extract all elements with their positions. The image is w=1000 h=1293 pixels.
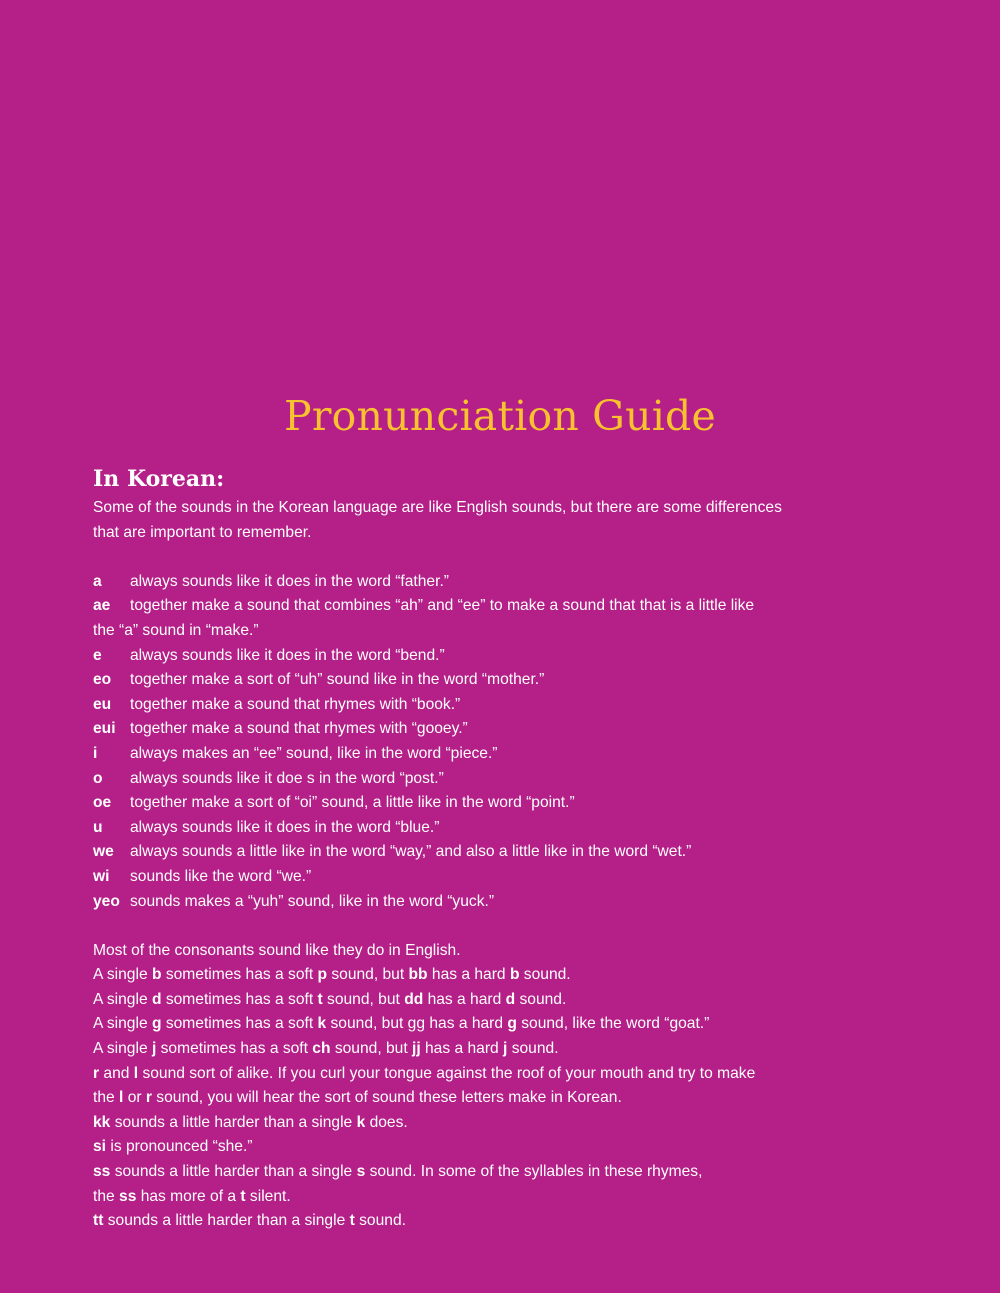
intro-line-1: Some of the sounds in the Korean language are like English sounds, but there are some differences	[93, 499, 782, 516]
consonant-b-line: A single b sometimes has a soft p sound, but bb has a hard b sound.	[93, 966, 571, 984]
vowel-key: ae	[93, 597, 111, 615]
vowel-key: e	[93, 646, 102, 664]
consonant-j-line: A single j sometimes has a soft ch sound, but jj has a hard j sound.	[93, 1040, 559, 1058]
vowel-row	[93, 570, 833, 595]
vowel-row	[93, 767, 833, 792]
intro-line-2: that are important to remember.	[93, 523, 312, 541]
vowel-text: always makes an “ee” sound, like in the word “piece.”	[130, 744, 498, 762]
vowel-row	[93, 668, 833, 693]
vowel-key: a	[93, 572, 102, 590]
vowel-row	[93, 865, 833, 890]
spacer	[93, 545, 833, 570]
vowel-text: sounds makes a “yuh” sound, like in the word “yuck.”	[130, 892, 495, 910]
vowel-key: eu	[93, 695, 112, 713]
vowel-text: sounds like the word “we.”	[130, 867, 312, 885]
vowel-key: yeo	[93, 892, 120, 910]
consonant-d-line: A single d sometimes has a soft t sound, but dd has a hard d sound.	[93, 990, 567, 1008]
page-title: Pronunciation Guide	[284, 392, 716, 440]
vowel-row	[93, 791, 833, 816]
vowel-row	[93, 816, 833, 841]
vowel-key: i	[93, 744, 98, 762]
spacer	[93, 914, 833, 939]
vowel-list	[93, 570, 833, 914]
vowel-row	[93, 693, 833, 718]
vowel-key: o	[93, 769, 103, 787]
vowel-row	[93, 840, 833, 865]
consonant-rl-line-2: the l or r sound, you will hear the sort of sound these letters make in Korean.	[93, 1089, 622, 1107]
consonant-ss-line-2: the ss has more of a t silent.	[93, 1187, 291, 1205]
consonant-si-line: si is pronounced “she.”	[93, 1138, 253, 1156]
vowel-row	[93, 594, 833, 619]
vowel-text: always sounds like it doe s in the word “post.”	[130, 769, 444, 787]
vowel-text: together make a sound that rhymes with “book.”	[130, 695, 461, 713]
vowel-key: oe	[93, 794, 112, 812]
vowel-text: always sounds like it does in the word “bend.”	[130, 646, 445, 664]
consonant-kk-line: kk sounds a little harder than a single k does.	[93, 1113, 408, 1131]
consonant-ss-line: ss sounds a little harder than a single s sound. In some of the syllables in these rhymes,	[93, 1163, 703, 1181]
guide-content	[93, 496, 833, 1234]
vowel-row	[93, 717, 833, 742]
vowel-row	[93, 742, 833, 767]
vowel-text: together make a sort of “uh” sound like in the word “mother.”	[130, 671, 545, 689]
vowel-key: eui	[93, 720, 116, 738]
vowel-key: wi	[93, 867, 110, 885]
vowel-text: together make a sound that combines “ah” and “ee” to make a sound that that is a little like	[130, 597, 755, 615]
vowel-text: always sounds a little like in the word “way,” and also a little like in the word “wet.”	[130, 843, 692, 861]
vowel-row	[93, 644, 833, 669]
vowel-text: always sounds like it does in the word “father.”	[130, 572, 449, 590]
consonant-rl-line: r and l sound sort of alike. If you curl your tongue against the roof of your mouth and try to make	[93, 1064, 756, 1082]
vowel-text: always sounds like it does in the word “blue.”	[130, 818, 440, 836]
consonant-g-line: A single g sometimes has a soft k sound, but gg has a hard g sound, like the word “goat.”	[93, 1015, 710, 1033]
consonant-tt-line: tt sounds a little harder than a single t sound.	[93, 1212, 406, 1230]
consonants-intro: Most of the consonants sound like they do in English.	[93, 941, 461, 959]
vowel-row	[93, 890, 833, 915]
consonant-list	[93, 939, 833, 1234]
vowel-key: we	[93, 843, 114, 861]
vowel-row-continuation: the “a” sound in “make.”	[93, 621, 259, 639]
vowel-key: eo	[93, 671, 112, 689]
vowel-key: u	[93, 818, 103, 836]
vowel-text: together make a sound that rhymes with “gooey.”	[130, 720, 468, 738]
vowel-text: together make a sort of “oi” sound, a little like in the word “point.”	[130, 794, 575, 812]
section-heading: In Korean:	[93, 466, 225, 492]
